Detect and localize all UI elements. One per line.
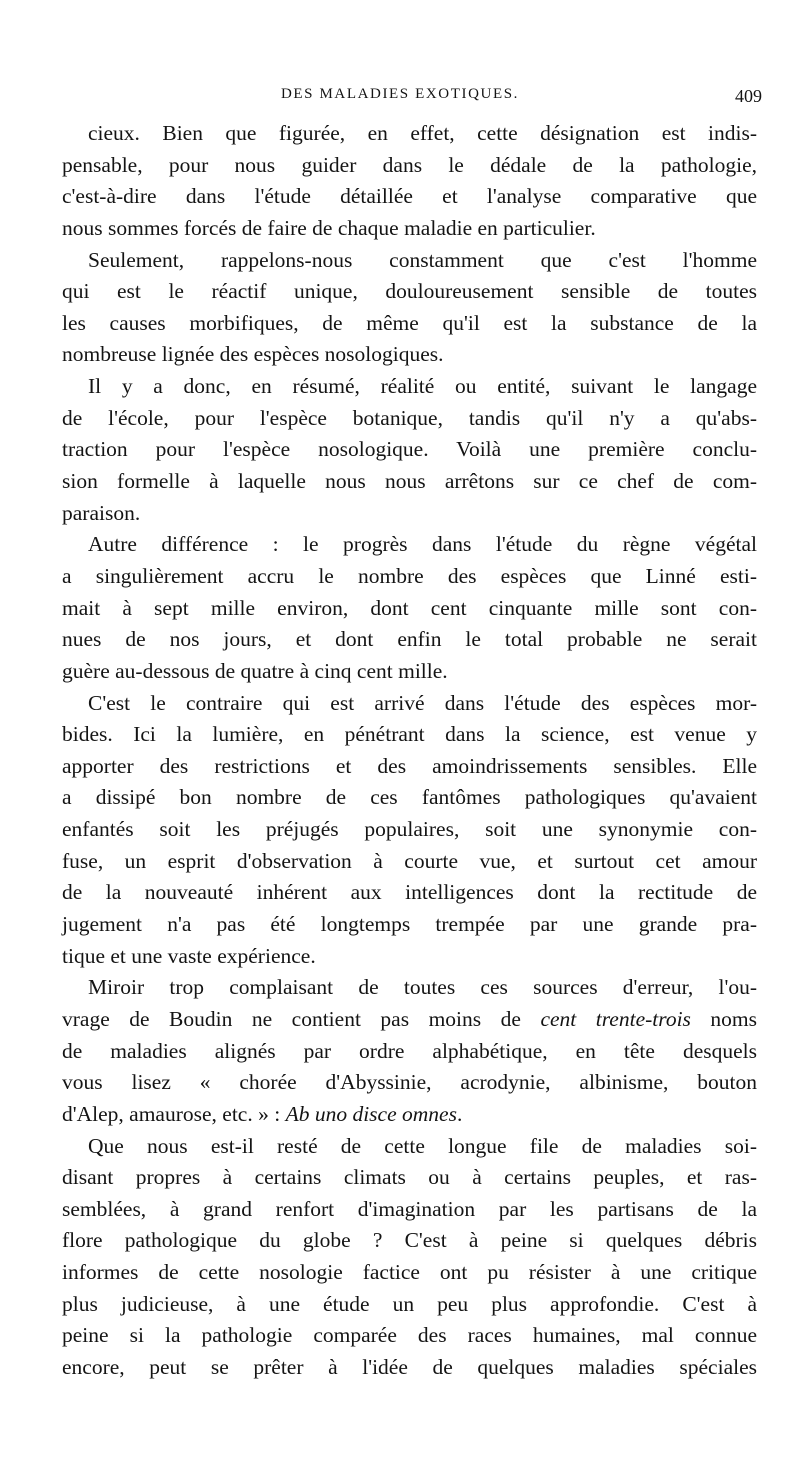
text-segment: peine si la pathologie comparée des races humaines, mal connue xyxy=(62,1323,757,1348)
text-line xyxy=(62,1257,757,1289)
text-line xyxy=(62,434,757,466)
text-line xyxy=(62,719,757,751)
text-line xyxy=(62,245,757,277)
text-segment: enfantés soit les préjugés populaires, soit une synonymie con- xyxy=(62,817,757,842)
paragraph xyxy=(62,371,757,529)
text-line xyxy=(62,466,757,498)
text-segment: tique et une vaste expérience. xyxy=(62,943,316,968)
text-line xyxy=(62,656,757,688)
text-line xyxy=(62,276,757,308)
text-segment: vrage de Boudin ne contient pas moins de xyxy=(62,1006,541,1031)
text-line xyxy=(62,814,757,846)
text-line xyxy=(62,1036,757,1068)
text-line xyxy=(62,308,757,340)
text-segment: guère au-dessous de quatre à cinq cent mille. xyxy=(62,658,448,683)
text-line xyxy=(62,624,757,656)
text-line xyxy=(62,941,757,973)
text-line xyxy=(62,1225,757,1257)
text-line xyxy=(62,529,757,561)
text-segment: d'Alep, amaurose, etc. » : xyxy=(62,1101,286,1126)
running-title: DES MALADIES EXOTIQUES. xyxy=(280,86,520,102)
text-segment: sion formelle à laquelle nous nous arrêtons sur ce chef de com- xyxy=(62,469,757,494)
text-line xyxy=(62,909,757,941)
text-segment: de maladies alignés par ordre alphabétique, en tête desquels xyxy=(62,1038,757,1063)
page-number: 409 xyxy=(735,86,762,106)
text-line xyxy=(62,846,757,878)
text-segment: bides. Ici la lumière, en pénétrant dans la science, est venue y xyxy=(62,722,757,747)
text-segment: apporter des restrictions et des amoindrissements sensibles. Elle xyxy=(62,753,757,778)
text-segment: pensable, pour nous guider dans le dédale de la pathologie, xyxy=(62,152,757,177)
text-segment: noms xyxy=(690,1006,758,1031)
text-segment: c'est-à-dire dans l'étude détaillée et l'analyse comparative que xyxy=(62,184,757,209)
running-head xyxy=(38,86,762,110)
text-segment: traction pour l'espèce nosologique. Voilà une première conclu- xyxy=(62,437,757,462)
text-segment: . xyxy=(456,1101,463,1126)
text-line xyxy=(62,1004,757,1036)
text-segment: mait à sept mille environ, dont cent cinquante mille sont con- xyxy=(62,595,757,620)
text-segment: Seulement, rappelons-nous constamment que c'est l'homme xyxy=(88,247,757,272)
text-line xyxy=(62,751,757,783)
paragraph xyxy=(62,972,757,1130)
paragraph xyxy=(62,245,757,372)
text-line xyxy=(62,213,757,245)
text-line xyxy=(62,1131,757,1163)
text-line xyxy=(62,339,757,371)
text-line xyxy=(62,118,757,150)
text-segment: a dissipé bon nombre de ces fantômes pathologiques qu'avaient xyxy=(62,785,757,810)
text-segment: flore pathologique du globe ? C'est à peine si quelques débris xyxy=(62,1228,757,1253)
text-segment: Que nous est-il resté de cette longue file de maladies soi- xyxy=(88,1133,757,1158)
text-segment: fuse, un esprit d'observation à courte vue, et surtout cet amour xyxy=(62,848,757,873)
text-segment: C'est le contraire qui est arrivé dans l'étude des espèces mor- xyxy=(88,690,757,715)
paragraph xyxy=(62,1131,757,1384)
text-line xyxy=(62,1320,757,1352)
text-line xyxy=(62,1162,757,1194)
text-line xyxy=(62,1099,757,1131)
text-segment: nues de nos jours, et dont enfin le total probable ne serait xyxy=(62,627,757,652)
text-line xyxy=(62,1352,757,1384)
text-line xyxy=(62,371,757,403)
paragraph xyxy=(62,118,757,245)
text-line xyxy=(62,782,757,814)
italic-phrase: Ab uno disce omnes xyxy=(285,1101,457,1126)
paragraph xyxy=(62,688,757,973)
text-segment: informes de cette nosologie factice ont pu résister à une critique xyxy=(62,1260,757,1285)
text-segment: paraison. xyxy=(62,500,141,525)
text-segment: cieux. Bien que figurée, en effet, cette désignation est indis- xyxy=(88,121,757,145)
text-line xyxy=(62,561,757,593)
paragraph xyxy=(62,529,757,687)
text-segment: a singulièrement accru le nombre des espèces que Linné esti- xyxy=(62,563,757,588)
text-segment: Il y a donc, en résumé, réalité ou entité, suivant le langage xyxy=(88,374,757,399)
text-segment: qui est le réactif unique, douloureusement sensible de toutes xyxy=(62,279,757,304)
text-segment: vous lisez « chorée d'Abyssinie, acrodynie, albinisme, bouton xyxy=(62,1070,757,1095)
text-line xyxy=(62,972,757,1004)
text-segment: disant propres à certains climats ou à certains peuples, et ras- xyxy=(62,1165,757,1190)
text-line xyxy=(62,181,757,213)
text-segment: nous sommes forcés de faire de chaque maladie en particulier. xyxy=(62,215,596,240)
text-line xyxy=(62,877,757,909)
text-segment: encore, peut se prêter à l'idée de quelques maladies spéciales xyxy=(62,1354,757,1379)
text-segment: les causes morbifiques, de même qu'il est la substance de la xyxy=(62,310,757,335)
italic-phrase: cent trente-trois xyxy=(540,1006,691,1031)
text-line xyxy=(62,1194,757,1226)
text-line xyxy=(62,593,757,625)
text-segment: Autre différence : le progrès dans l'étude du règne végétal xyxy=(88,532,757,557)
text-segment: plus judicieuse, à une étude un peu plus approfondie. C'est à xyxy=(62,1291,757,1316)
text-line xyxy=(62,1067,757,1099)
text-segment: semblées, à grand renfort d'imagination par les partisans de la xyxy=(62,1196,757,1221)
text-segment: de la nouveauté inhérent aux intelligences dont la rectitude de xyxy=(62,880,757,905)
text-line xyxy=(62,498,757,530)
text-segment: jugement n'a pas été longtemps trempée par une grande pra- xyxy=(62,912,757,937)
text-line xyxy=(62,688,757,720)
body-text xyxy=(62,118,757,1384)
text-line xyxy=(62,150,757,182)
text-line xyxy=(62,1289,757,1321)
text-segment: Miroir trop complaisant de toutes ces sources d'erreur, l'ou- xyxy=(88,975,757,1000)
text-segment: nombreuse lignée des espèces nosologiques. xyxy=(62,342,444,367)
text-line xyxy=(62,403,757,435)
text-segment: de l'école, pour l'espèce botanique, tandis qu'il n'y a qu'abs- xyxy=(62,405,757,430)
